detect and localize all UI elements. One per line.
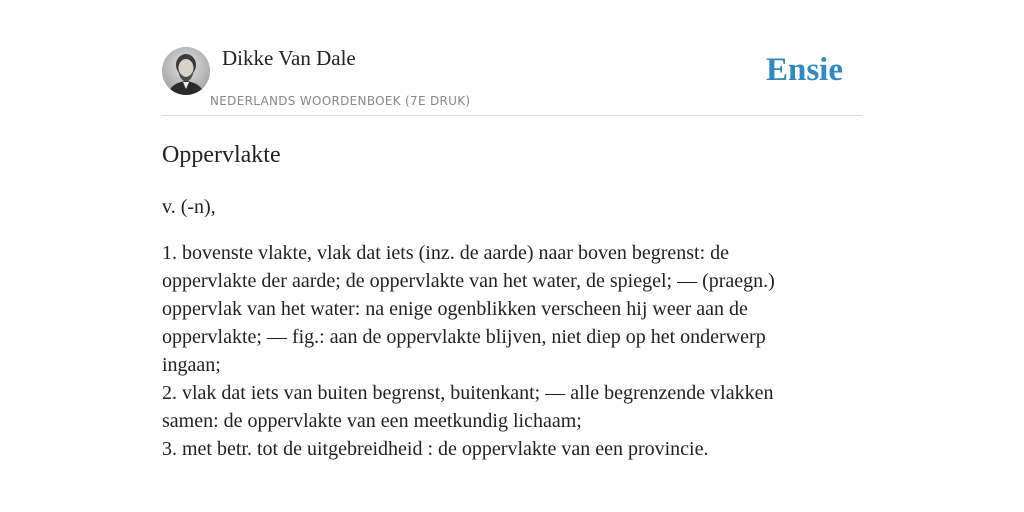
author-name[interactable]: Dikke Van Dale [222, 46, 356, 70]
definition-line: oppervlak van het water: na enige ogenblikken verscheen hij weer aan de [162, 298, 748, 320]
definition-line: samen: de oppervlakte van een meetkundig lichaam; [162, 410, 582, 432]
ensie-logo-link[interactable]: Ensie [765, 52, 843, 88]
entry-title: Oppervlakte [162, 142, 281, 168]
definition-line: oppervlakte; — fig.: aan de oppervlakte blijven, niet diep op het onderwerp [162, 326, 766, 348]
grammar-info: v. (-n), [162, 196, 216, 218]
portrait-photo-icon [162, 47, 210, 95]
definition-line: 3. met betr. tot de uitgebreidheid : de oppervlakte van een provincie. [162, 438, 709, 460]
page-content [162, 0, 862, 460]
definition-line: 2. vlak dat iets van buiten begrenst, buitenkant; — alle begrenzende vlakken [162, 382, 774, 404]
definition-line: oppervlakte der aarde; de oppervlakte van het water, de spiegel; — (praegn.) [162, 270, 775, 292]
dictionary-subtitle[interactable]: NEDERLANDS WOORDENBOEK (7E DRUK) [210, 94, 471, 108]
avatar[interactable] [162, 47, 210, 95]
definition-text [162, 239, 842, 463]
definition-line: ingaan; [162, 354, 221, 376]
definition-line: 1. bovenste vlakte, vlak dat iets (inz. de aarde) naar boven begrenst: de [162, 242, 730, 264]
header [162, 0, 862, 116]
